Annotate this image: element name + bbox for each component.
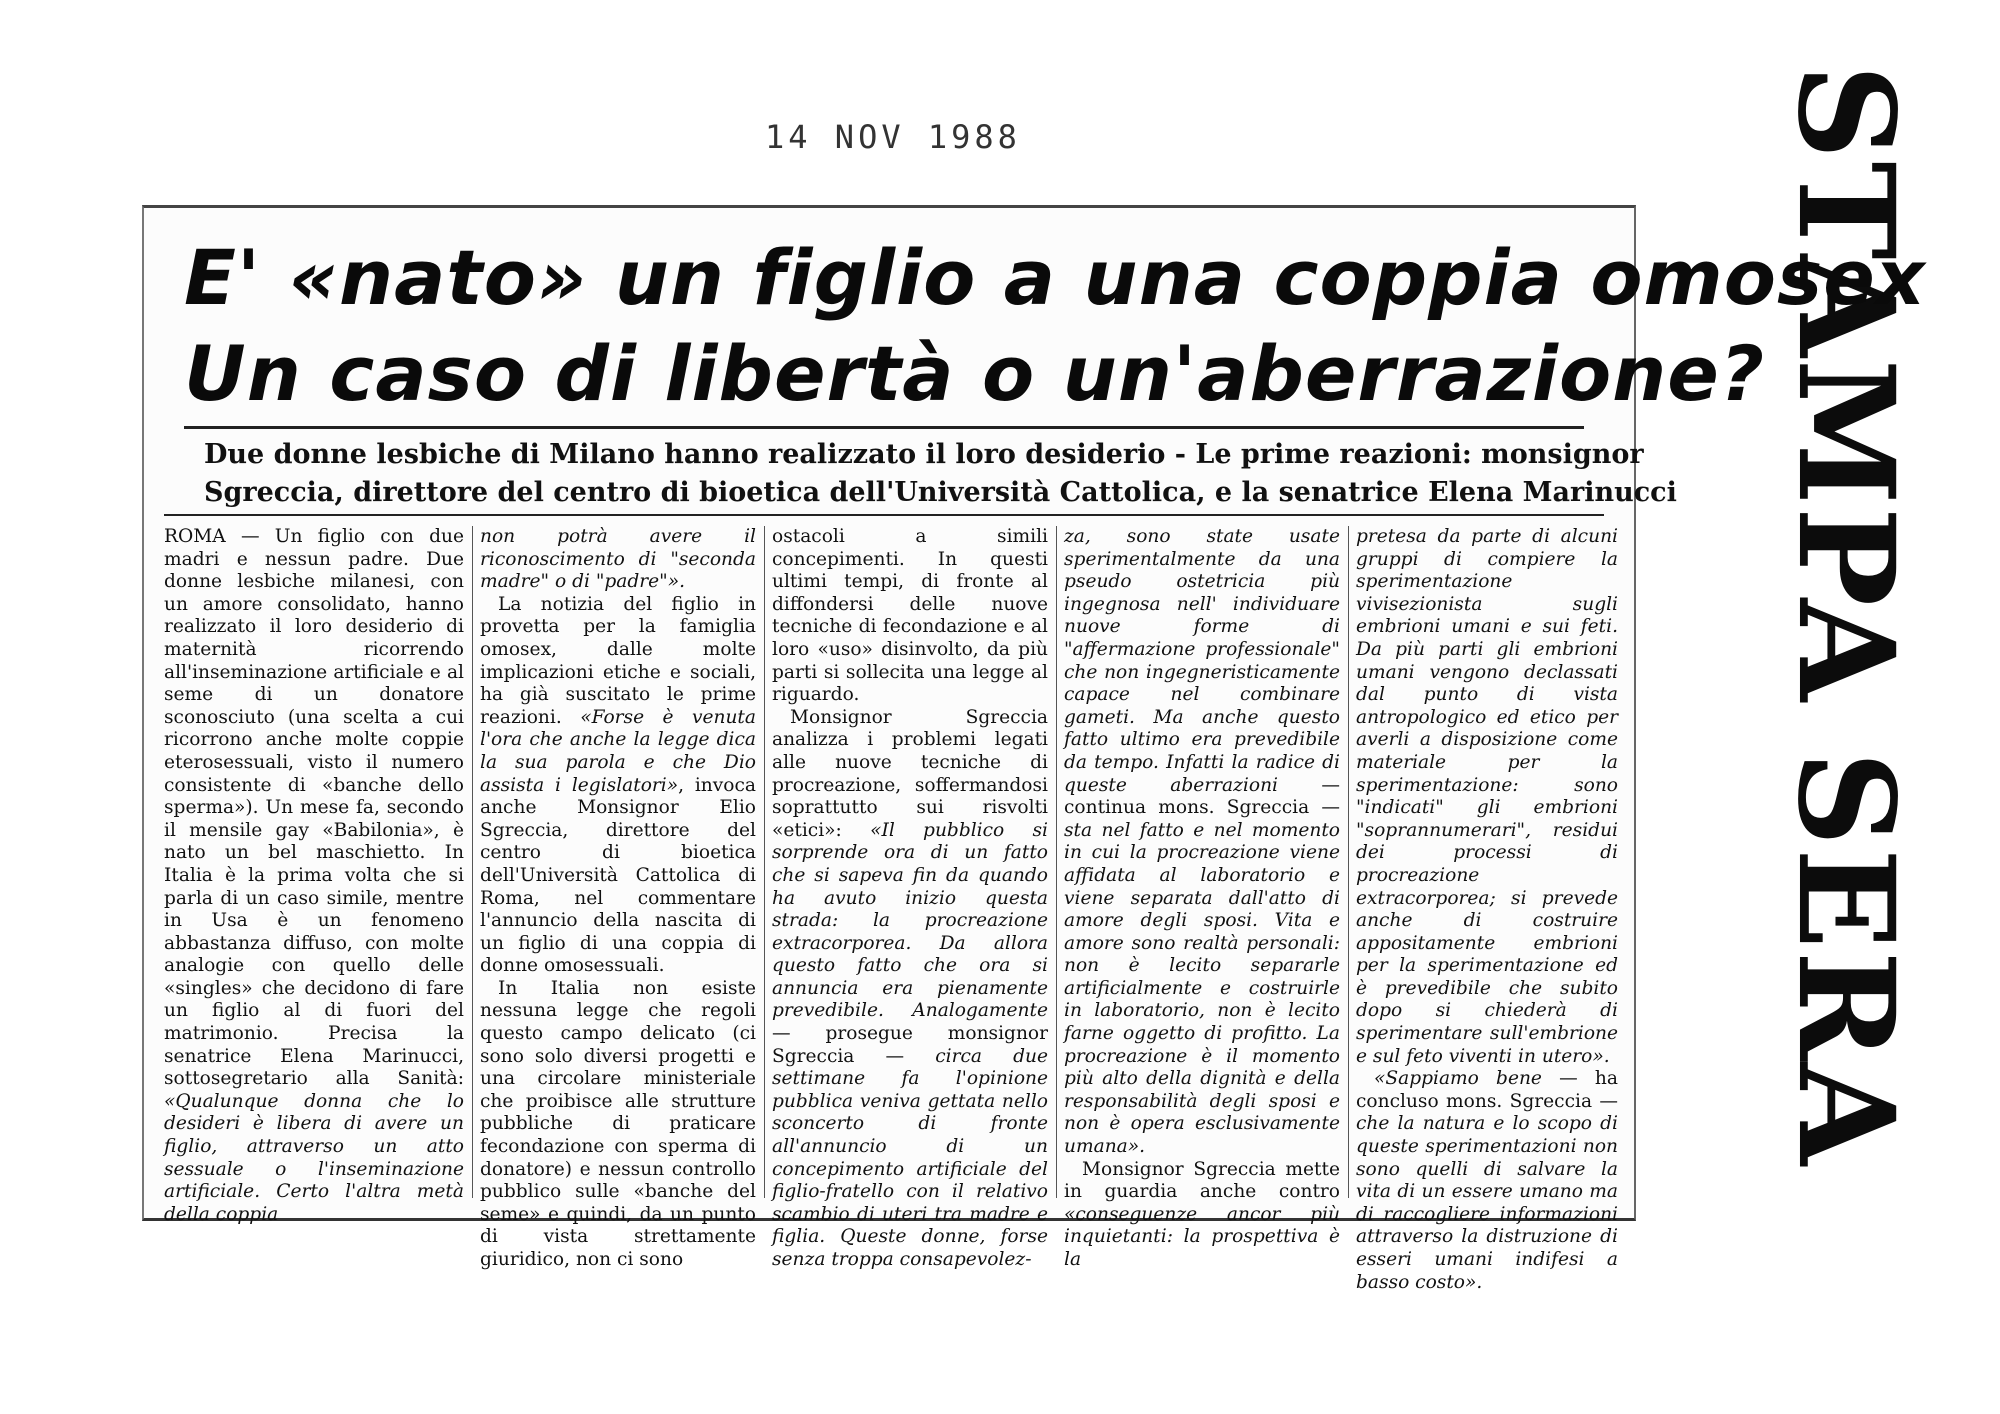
column-paragraph <box>1356 526 1618 1068</box>
column-paragraph <box>480 594 756 978</box>
article-column-1 <box>164 526 464 1225</box>
received-date-stamp: 14 NOV 1988 <box>765 118 1021 156</box>
column-divider <box>1348 526 1349 1198</box>
column-paragraph <box>772 707 1048 1272</box>
column-paragraph <box>164 526 464 1226</box>
body-text: In Italia non esiste nessuna legge che regoli questo campo delicato (ci sono solo diversi progetti e una circolare ministeriale che proibisce alle strutture pubbliche di praticare fecondazione con sperma di donatore) e nessun controllo pubblico sulle «banche del seme» e quindi, da un punto di vista strettamente giuridico, non ci sono <box>480 977 756 1270</box>
article-headline <box>184 230 1926 422</box>
article-column-2 <box>480 526 756 1270</box>
quote-text: «Il pubblico si sorprende ora di un fatto che si sapeva fin da quando ha avuto inizio questa strada: la procreazione extracorporea. Da allora questo fatto che ora si annuncia era pienamente prevedibile. Analogamente <box>772 819 1048 1022</box>
body-text: , invoca anche Monsignor Elio Sgreccia, direttore del centro di bioetica dell'Università Cattolica di Roma, nel commentare l'annuncio della nascita di un figlio di una coppia di donne omosessuali. <box>480 774 756 977</box>
quote-text: pretesa da parte di alcuni gruppi di compiere la sperimentazione vivisezionista sugli embrioni umani e sui feti. Da più parti gli embrioni umani vengono declassati dal punto di vista antropologico ed etico per averli a disposizione come materiale per la sperimentazione: sono "indicati" gli embrioni "soprannumerari", residui dei processi di procreazione extracorporea; si prevede anche di costruire appositamente embrioni per la sperimentazione ed è prevedibile che subito dopo si chiederà di sperimentare sull'embrione e sul feto viventi in utero». <box>1356 526 1618 1067</box>
article-subtitle <box>204 436 1677 512</box>
headline-line-1: E' «nato» un figlio a una coppia omosex <box>184 233 1926 322</box>
column-paragraph <box>1064 1159 1340 1272</box>
quote-text: «conseguenze ancor più inquietanti: la prospettiva è la <box>1064 1203 1340 1270</box>
column-paragraph <box>772 526 1048 707</box>
article-column-4 <box>1064 526 1340 1270</box>
body-text: — prosegue monsignor Sgreccia — <box>772 1023 1048 1067</box>
quote-text: «Sappiamo bene <box>1374 1068 1542 1090</box>
article-column-5 <box>1356 526 1618 1293</box>
body-text: Monsignor Sgreccia analizza i problemi legati alle nuove tecniche di procreazione, soffermandosi soprattutto sui risvolti «etici»: <box>772 706 1048 841</box>
body-text: — continua mons. Sgreccia — <box>1064 774 1340 819</box>
quote-text: sta nel fatto e nel momento in cui la procreazione viene affidata al laboratorio e viene separata dall'atto di amore degli sposi. Vita e amore sono realtà personali: non è lecito separarle artificialmente e costruirle in laboratorio, non è lecito farne oggetto di profitto. La procreazione è il momento più alto della dignità e della responsabilità degli sposi e non è opera esclusivamente umana». <box>1064 819 1340 1158</box>
column-divider <box>1056 526 1057 1198</box>
masthead-title: STAMPA SERA <box>1767 63 1923 1167</box>
subtitle-line-1: Due donne lesbiche di Milano hanno realizzato il loro desiderio - Le prime reazioni: monsignor <box>204 439 1644 470</box>
quote-text: «Qualunque donna che lo desideri è libera di avere un figlio, attraverso un atto sessuale o l'inseminazione artificiale. Certo l'altra metà della coppia <box>164 1090 464 1225</box>
body-text: La notizia del figlio in provetta per la famiglia omosex, dalle molte implicazioni etiche e sociali, ha già suscitato le prime reazioni. <box>480 593 756 728</box>
quote-text: non potrà avere il riconoscimento di "seconda madre" o di "padre"». <box>480 526 756 593</box>
headline-rule <box>184 426 1584 429</box>
subtitle-line-2: Sgreccia, direttore del centro di bioetica dell'Università Cattolica, e la senatrice Elena Marinucci <box>204 477 1677 508</box>
subtitle-rule <box>164 514 1604 516</box>
column-paragraph <box>1356 1068 1618 1294</box>
body-text: ostacoli a simili concepimenti. In questi ultimi tempi, di fronte al diffondersi delle nuove tecniche di fecondazione e al loro «uso» disinvolto, da più parti si sollecita una legge al riguardo. <box>772 526 1048 706</box>
column-paragraph <box>480 978 756 1272</box>
body-text: Monsignor Sgreccia mette in guardia anche contro <box>1064 1158 1340 1203</box>
quote-text: za, sono state usate sperimentalmente da una pseudo ostetricia più ingegnosa nell' individuare nuove forme di "affermazione professionale" che non ingegneristicamente capace nel combinare gameti. Ma anche questo fatto ultimo era prevedibile da tempo. Infatti la radice di queste aberrazioni <box>1064 526 1340 796</box>
column-paragraph <box>1064 526 1340 1159</box>
column-divider <box>764 526 765 1198</box>
column-paragraph <box>480 526 756 594</box>
quote-text: «Forse è venuta l'ora che anche la legge dica la sua parola e che Dio assista i legislatori» <box>480 706 756 796</box>
headline-line-2: Un caso di libertà o un'aberrazione? <box>184 329 1765 418</box>
body-text: — ha concluso mons. Sgreccia — <box>1356 1068 1618 1112</box>
body-text: ROMA — Un figlio con due madri e nessun padre. Due donne lesbiche milanesi, con un amore consolidato, hanno realizzato il loro desiderio di maternità ricorrendo all'inseminazione artificiale e al seme di un donatore sconosciuto (una scelta a cui ricorrono anche molte coppie eterosessuali, visto il numero consistente di «banche dello sperma»). Un mese fa, secondo il mensile gay «Babilonia», è nato un bel maschietto. In Italia è la prima volta che si parla di un caso simile, mentre in Usa è un fenomeno abbastanza diffuso, con molte analogie con quello delle «singles» che decidono di fare un figlio al di fuori del matrimonio. Precisa la senatrice Elena Marinucci, sottosegretario alla Sanità: <box>164 526 464 1090</box>
quote-text: circa due settimane fa l'opinione pubblica veniva gettata nello sconcerto di fronte all'annuncio di un concepimento artificiale del figlio-fratello con il relativo scambio di uteri tra madre e figlia. Queste donne, forse senza troppa consapevolez- <box>772 1045 1048 1270</box>
quote-text: che la natura e lo scopo di queste sperimentazioni non sono quelli di salvare la vita di un essere umano ma di raccogliere informazioni attraverso la distruzione di esseri umani indifesi a basso costo». <box>1356 1113 1618 1293</box>
article-column-3 <box>772 526 1048 1270</box>
column-divider <box>472 526 473 1198</box>
